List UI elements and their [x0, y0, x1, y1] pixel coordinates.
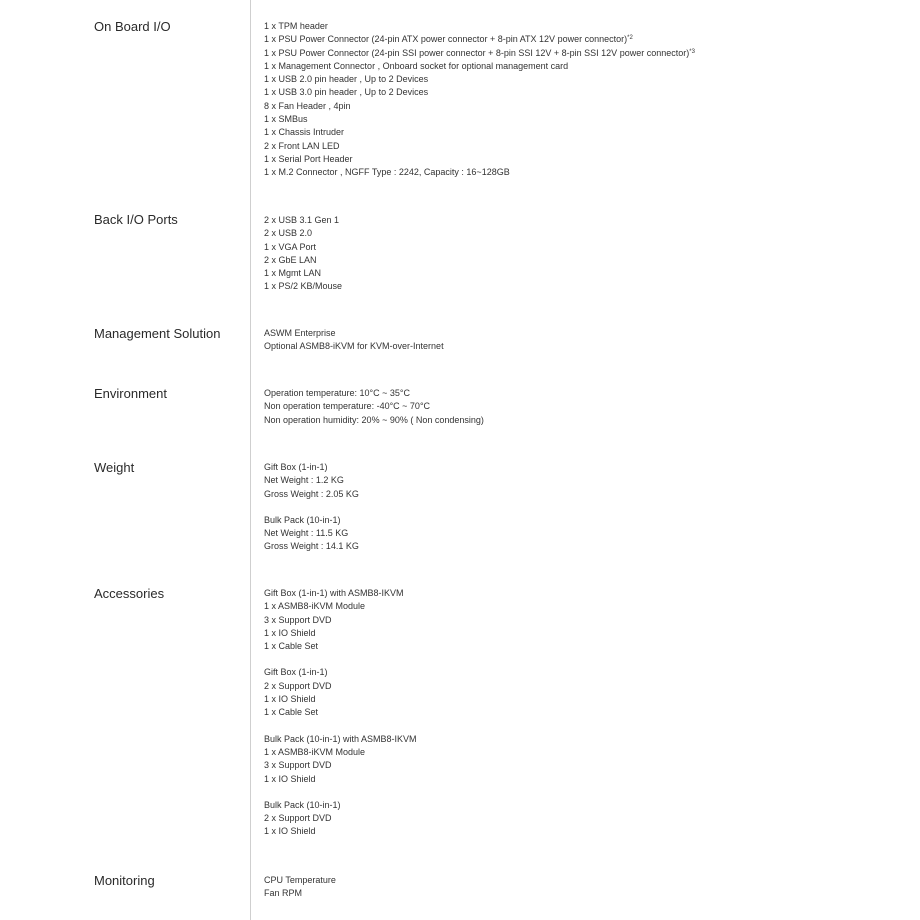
spec-value-line: 1 x PS/2 KB/Mouse [264, 281, 343, 292]
group-spacer [264, 501, 904, 514]
spec-value-line: 1 x ASMB8-iKVM Module [264, 601, 366, 612]
spec-value-line: Non operation humidity: 20% ~ 90% ( Non condensing) [264, 414, 484, 425]
spec-label: Back I/O Ports [94, 212, 178, 227]
spec-label: On Board I/O [94, 19, 171, 34]
spec-value-line: 1 x Management Connector , Onboard socket for optional management card [264, 60, 569, 71]
spec-label: Environment [94, 386, 167, 401]
spec-value-line: 1 x IO Shield [264, 826, 316, 837]
spec-value-line: 1 x PSU Power Connector (24-pin ATX power connector + 8-pin ATX 12V power connector)$^{*2}$ [264, 34, 633, 45]
spec-value-line: 1 x PSU Power Connector (24-pin SSI power connector + 8-pin SSI 12V + 8-pin SSI 12V power connector)$^{*3}$ [264, 47, 695, 58]
spec-value-line: 1 x ASMB8-iKVM Module [264, 746, 366, 757]
spec-label: Management Solution [94, 326, 221, 341]
spec-value-line: 1 x Chassis Intruder [264, 127, 345, 138]
spec-value-line: 1 x SMBus [264, 114, 308, 125]
spec-value-line: Non operation temperature: -40°C ~ 70°C [264, 401, 431, 412]
spec-value-line: Fan RPM [264, 888, 303, 899]
spec-values [264, 587, 904, 839]
spec-value-line: 1 x TPM header [264, 21, 328, 31]
spec-value-line: 2 x USB 3.1 Gen 1 [264, 215, 340, 225]
spec-value-line: 3 x Support DVD [264, 614, 332, 625]
spec-values [264, 214, 904, 294]
spec-value-line: Net Weight : 1.2 KG [264, 475, 344, 486]
spec-value-line: 1 x VGA Port [264, 241, 317, 252]
spec-value-line: 1 x IO Shield [264, 773, 316, 784]
spec-value-line: 1 x USB 2.0 pin header , Up to 2 Devices [264, 74, 429, 85]
spec-value-line: Optional ASMB8-iKVM for KVM-over-Internet [264, 341, 444, 352]
footnote-marker: *2 [627, 35, 633, 42]
spec-value-line: Gift Box (1-in-1) [264, 667, 328, 678]
spec-values [264, 327, 904, 354]
spec-values [264, 874, 904, 901]
spec-value-line: 2 x Support DVD [264, 680, 332, 691]
group-spacer [264, 786, 904, 799]
spec-value-line: 3 x Support DVD [264, 760, 332, 771]
spec-value-line: Gift Box (1-in-1) [264, 462, 328, 472]
spec-value-line: 1 x M.2 Connector , NGFF Type : 2242, Capacity : 16~128GB [264, 167, 510, 178]
spec-value-line: ASWM Enterprise [264, 328, 336, 338]
spec-value-line: 1 x Mgmt LAN [264, 268, 322, 279]
spec-value-line: Bulk Pack (10-in-1) [264, 799, 341, 810]
spec-label: Weight [94, 460, 135, 475]
column-divider [250, 0, 251, 920]
spec-value-line: 1 x Cable Set [264, 641, 319, 652]
spec-value-line: Gift Box (1-in-1) with ASMB8-IKVM [264, 588, 404, 598]
spec-value-line: 1 x Serial Port Header [264, 153, 353, 164]
spec-value-line: Bulk Pack (10-in-1) with ASMB8-IKVM [264, 733, 417, 744]
spec-value-line: Operation temperature: 10°C ~ 35°C [264, 388, 411, 398]
spec-value-line: 1 x IO Shield [264, 627, 316, 638]
spec-value-line: 2 x Front LAN LED [264, 140, 340, 151]
spec-value-line: 1 x USB 3.0 pin header , Up to 2 Devices [264, 87, 429, 98]
spec-value-line: 8 x Fan Header , 4pin [264, 100, 351, 111]
group-spacer [264, 720, 904, 733]
spec-value-line: 2 x GbE LAN [264, 254, 317, 265]
footnote-marker: *3 [689, 48, 695, 55]
spec-value-line: Bulk Pack (10-in-1) [264, 514, 341, 525]
spec-value-line: Gross Weight : 14.1 KG [264, 541, 359, 552]
spec-value-line: Gross Weight : 2.05 KG [264, 488, 359, 499]
spec-value-line: 2 x USB 2.0 [264, 228, 313, 239]
group-spacer [264, 653, 904, 666]
spec-label: Monitoring [94, 873, 155, 888]
spec-value-line: CPU Temperature [264, 875, 336, 885]
spec-value-line: 1 x Cable Set [264, 707, 319, 718]
spec-values [264, 461, 904, 554]
spec-values [264, 20, 904, 180]
spec-value-line: 1 x IO Shield [264, 694, 316, 705]
spec-value-line: 2 x Support DVD [264, 813, 332, 824]
spec-values [264, 387, 904, 427]
spec-value-line: Net Weight : 11.5 KG [264, 528, 349, 539]
spec-label: Accessories [94, 586, 165, 601]
